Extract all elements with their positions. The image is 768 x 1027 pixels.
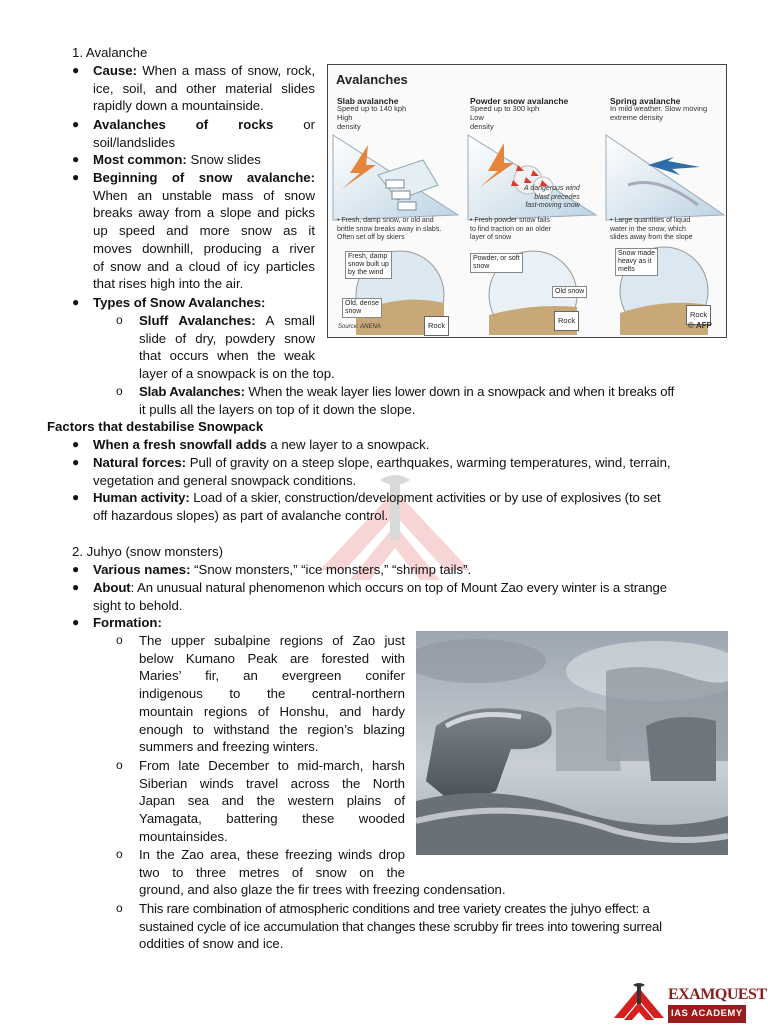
infographic-source: Source: ANENA <box>338 324 381 330</box>
bullet-icon: ● <box>72 295 80 309</box>
beginning-paragraph: Beginning of snow avalanche: When an unstable mass of snow breaks away from a slope and picks up speed and more snow as it moves downhill, producing a river of snow and a cloud of icy particles that rises high into the air. <box>93 170 315 292</box>
cause-paragraph: Cause: When a mass of snow, rock, ice, soil, and other material slides rapidly down a mountainside. <box>93 63 315 114</box>
bullet-icon: ● <box>72 562 80 576</box>
formation-point-3: In the Zao area, these freezing winds drop two to three metres of snow on the ground, and also glaze the fir trees with freezing condensation. <box>139 847 506 898</box>
bullet-icon: ● <box>72 615 80 629</box>
section-heading-juhyo: 2. Juhyo (snow monsters) <box>72 544 223 559</box>
sluff-paragraph: Sluff Avalanches: A small slide of dry, powdery snow that occurs when the weak layer of a snowpack is on the top. <box>139 313 335 382</box>
formation-heading: Formation: <box>93 615 162 630</box>
bullet-icon: ● <box>72 455 80 469</box>
logo-brand-text: EXAMQUEST <box>668 986 767 1003</box>
spring-caption: • Large quantities of liquid water in the snow, which slides away from the slope <box>610 217 693 241</box>
powder-caption: • Fresh powder snow fails to find traction on an older layer of snow <box>470 217 551 241</box>
wind-note: A dangerous wind blast precedes fast-moving snow <box>524 185 580 209</box>
section-heading-avalanche: 1. Avalanche <box>72 45 148 60</box>
most-common-paragraph: Most common: Snow slides <box>93 152 261 167</box>
rock-label-3: Rock <box>686 305 711 325</box>
various-names-paragraph: Various names: “Snow monsters,” “ice monsters,” “shrimp tails”. <box>93 562 472 577</box>
old-snow-label: Old snow <box>552 286 587 298</box>
bullet-icon: ● <box>72 117 80 131</box>
sub-bullet-icon: o <box>116 758 123 772</box>
avalanches-of-rocks-paragraph: Avalanches of rocks or soil/landslides <box>93 117 315 150</box>
slab-paragraph: Slab Avalanches: When the weak layer lies lower down in a snowpack and when it breaks off it pulls all the layers on top of it down the slope. <box>139 384 675 417</box>
formation-point-4: This rare combination of atmospheric conditions and tree variety creates the juhyo effect: a sustained cycle of ice accumulation that changes these scrubby fir trees into towering surreal oddities of snow and ice. <box>139 901 662 952</box>
bullet-icon: ● <box>72 63 80 77</box>
bullet-icon: ● <box>72 437 80 451</box>
cause-label: Cause: <box>93 63 137 78</box>
powder-snow-label: Powder, or soft snow <box>470 253 523 273</box>
bullet-icon: ● <box>72 152 80 166</box>
factor-natural-forces: Natural forces: Pull of gravity on a steep slope, earthquakes, warming temperatures, wind, terrain, vegetation and general snowpack conditions. <box>93 455 671 488</box>
fresh-snow-label: Fresh, damp snow built up by the wind <box>345 251 392 279</box>
avalanche-infographic <box>327 64 727 338</box>
slab-column-heading: Slab avalanche <box>337 96 399 106</box>
bullet-icon: ● <box>72 490 80 504</box>
melting-snow-label: Snow made heavy as it melts <box>615 248 658 276</box>
old-dense-snow-label: Old, dense snow <box>342 298 382 318</box>
infographic-title: Avalanches <box>336 72 408 87</box>
logo-mark-icon <box>612 982 666 1022</box>
slab-caption: • Fresh, damp snow, or old and brittle snow breaks away in slabs. Often set off by skiers <box>337 217 442 241</box>
sub-bullet-icon: o <box>116 847 123 861</box>
examquest-logo <box>612 982 767 1022</box>
about-paragraph: About: An unusual natural phenomenon which occurs on top of Mount Zao every winter is a strange sight to behold. <box>93 580 667 613</box>
powder-column-heading: Powder snow avalanche <box>470 96 569 106</box>
types-heading: Types of Snow Avalanches: <box>93 295 266 310</box>
bullet-icon: ● <box>72 170 80 184</box>
factors-heading: Factors that destabilise Snowpack <box>47 419 264 434</box>
formation-point-1: The upper subalpine regions of Zao just below Kumano Peak are forested with Maries’ fir, an evergreen conifer indigenous to the central-northern mountain regions of Honshu, and hardy enough to withstand the region’s blazing summers and freezing winters. <box>139 633 405 755</box>
logo-sub-text: IAS ACADEMY <box>668 1005 746 1023</box>
factor-fresh-snowfall: When a fresh snowfall adds a new layer to a snowpack. <box>93 437 430 452</box>
rock-label-2: Rock <box>554 311 579 331</box>
factor-human-activity: Human activity: Load of a skier, construction/development activities or by use of explosives (to set off hazardous slopes) as part of avalanche control. <box>93 490 661 523</box>
sub-bullet-icon: o <box>116 384 123 398</box>
slab-column-sub: Speed up to 140 kph High density <box>337 104 407 131</box>
spring-column-heading: Spring avalanche <box>610 96 681 106</box>
juhyo-photo <box>416 631 728 855</box>
spring-column-sub: In mild weather. Slow moving extreme density <box>610 104 708 122</box>
infographic-credit: © AFP <box>688 321 712 330</box>
bullet-icon: ● <box>72 580 80 594</box>
sub-bullet-icon: o <box>116 901 123 915</box>
sub-bullet-icon: o <box>116 313 123 327</box>
sub-bullet-icon: o <box>116 633 123 647</box>
powder-column-sub: Speed up to 300 kph Low density <box>470 104 540 131</box>
formation-point-2: From late December to mid-march, harsh Siberian winds travel across the North Japan sea and the western plains of Yamagata, battering these wooded mountainsides. <box>139 758 405 844</box>
rock-label-1: Rock <box>424 316 449 336</box>
